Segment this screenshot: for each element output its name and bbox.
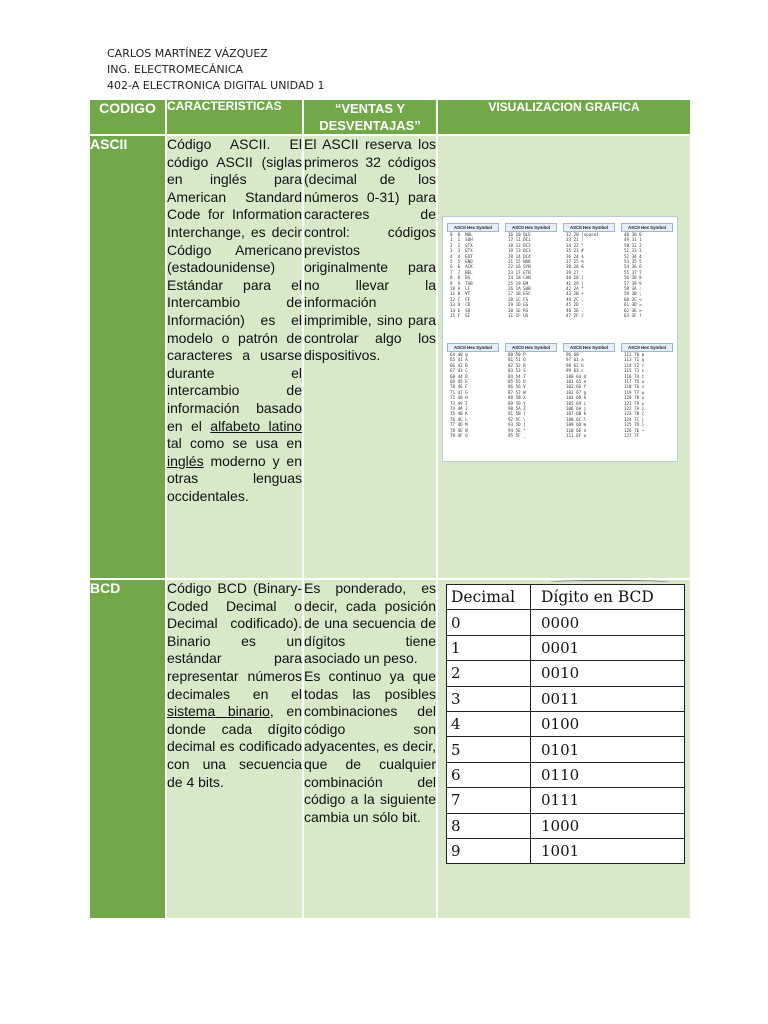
ascii-entry: 101 65 e xyxy=(566,379,587,385)
bcd-header-digito: Dígito en BCD xyxy=(531,585,685,610)
ascii-entry: 126 7E ~ xyxy=(624,427,645,433)
ascii-entry: 109 6D m xyxy=(566,422,587,428)
ascii-block-header: ASCII Hex Symbol xyxy=(447,223,499,232)
bcd-row xyxy=(447,661,685,686)
ascii-entry: 75 4B K xyxy=(450,411,468,417)
ascii-entry: 38 26 & xyxy=(566,264,584,270)
ascii-entry: 52 34 4 xyxy=(624,253,642,259)
ascii-entry: 96 60 ` xyxy=(566,352,584,357)
ascii-entry: 95 5F _ xyxy=(508,433,526,439)
bcd-code-cell: 0101 xyxy=(531,737,685,762)
ascii-entry: 107 6B k xyxy=(566,411,587,417)
ascii-entry: 40 28 ( xyxy=(566,275,584,281)
ascii-entry: 94 5E ^ xyxy=(508,427,526,433)
bcd-row xyxy=(447,610,685,635)
ascii-entry: 65 41 A xyxy=(450,357,468,363)
ascii-entry: 45 2D - xyxy=(566,302,584,308)
bcd-code-cell: 0001 xyxy=(531,635,685,660)
ascii-block-header: ASCII Hex Symbol xyxy=(505,223,557,232)
ascii-entry: 72 48 H xyxy=(450,395,468,401)
bcd-row xyxy=(447,788,685,813)
table-row-bcd xyxy=(89,579,691,919)
bcd-row xyxy=(447,711,685,736)
bcd-decimal-cell: 1 xyxy=(447,635,531,660)
ascii-entry: 61 3D = xyxy=(624,302,642,308)
ascii-entry: 97 61 a xyxy=(566,357,584,363)
link-alfabeto-latino[interactable]: alfabeto latino xyxy=(210,417,302,434)
ascii-entry: 23 17 ETB xyxy=(508,269,531,275)
ascii-entry: 44 2C , xyxy=(566,296,584,302)
ascii-entry: 9 9 TAB xyxy=(450,280,473,286)
ascii-entry: 80 50 P xyxy=(508,352,526,357)
ascii-entry: 39 27 ' xyxy=(566,269,584,275)
ascii-entry: 12 C FF xyxy=(450,296,471,302)
code-bcd: BCD xyxy=(89,579,166,919)
ascii-visual-cell xyxy=(437,135,691,579)
ascii-entry: 20 14 DC4 xyxy=(508,253,531,259)
ascii-entry: 106 6A j xyxy=(566,406,587,412)
ascii-entry: 48 30 0 xyxy=(624,232,642,237)
ascii-entry: 56 38 8 xyxy=(624,275,642,281)
ascii-entry: 24 18 CAN xyxy=(508,275,531,281)
link-ingles[interactable]: inglés xyxy=(167,452,204,469)
ascii-entry: 115 73 s xyxy=(624,368,645,374)
code-ascii: ASCII xyxy=(89,135,166,579)
course-title: 402-A ELECTRONICA DIGITAL UNIDAD 1 xyxy=(107,79,325,92)
ascii-entry: 54 36 6 xyxy=(624,264,642,270)
ascii-entry: 26 1A SUB xyxy=(508,286,531,292)
bcd-decimal-cell: 4 xyxy=(447,711,531,736)
ascii-entry: 21 15 NAK xyxy=(508,259,531,265)
bcd-decimal-cell: 3 xyxy=(447,686,531,711)
ascii-entry: 99 63 c xyxy=(566,368,584,374)
ascii-entry: 125 7D } xyxy=(624,422,645,428)
ascii-entry: 4 4 EOT xyxy=(450,253,473,259)
ascii-entry: 124 7C | xyxy=(624,416,645,422)
ascii-block xyxy=(447,343,499,439)
ascii-entry: 71 47 G xyxy=(450,389,468,395)
ascii-entry: 29 1D GS xyxy=(508,302,529,308)
ascii-entry: 62 3E > xyxy=(624,307,642,313)
bcd-ventajas: Es ponderado, es decir, cada posición de una secuencia de dígitos tiene asociado un peso. Es continuo ya que todas las posibles combinaciones del código son adyacentes, es decir, que de cualquier combinación del código a la siguiente cambia un sólo bit. xyxy=(303,579,437,919)
bcd-code-cell: 1000 xyxy=(531,813,685,838)
ascii-entry: 68 44 D xyxy=(450,373,468,379)
ascii-entry: 51 33 3 xyxy=(624,248,642,254)
ascii-entry: 27 1B ESC xyxy=(508,291,531,297)
ascii-block-header: ASCII Hex Symbol xyxy=(621,343,673,352)
ascii-entry: 113 71 q xyxy=(624,357,645,363)
bcd-row xyxy=(447,686,685,711)
ascii-entry: 79 4F O xyxy=(450,433,468,439)
ascii-ventajas: El ASCII reserva los primeros 32 códigos (decimal de los números 0-31) para caracteres de control: códigos previstos originalmente para no llevar la información imprimible, sino para controlar algo los dispositivos. xyxy=(303,135,437,579)
ascii-block-header: ASCII Hex Symbol xyxy=(563,343,615,352)
ascii-entry: 78 4E N xyxy=(450,427,468,433)
bcd-row xyxy=(447,813,685,838)
ascii-entry: 11 B VT xyxy=(450,291,471,297)
ascii-entry: 76 4C L xyxy=(450,416,468,422)
ascii-block xyxy=(621,223,673,319)
ascii-table-image xyxy=(442,216,678,462)
author-career: ING. ELECTROMECÁNICA xyxy=(107,63,244,76)
ascii-entry: 102 66 f xyxy=(566,384,587,390)
ascii-entry: 34 22 " xyxy=(566,242,584,248)
ascii-entry: 69 45 E xyxy=(450,379,468,385)
ascii-entry: 7 7 BEL xyxy=(450,269,473,275)
ascii-entry: 103 67 g xyxy=(566,389,587,395)
bcd-code-cell: 0000 xyxy=(531,610,685,635)
bcd-visual-cell xyxy=(437,579,691,919)
ascii-entry: 1 1 SOH xyxy=(450,237,473,243)
header-codigo: CODIGO xyxy=(89,99,166,135)
ascii-entry: 92 5C \ xyxy=(508,416,526,422)
ascii-block-header: ASCII Hex Symbol xyxy=(505,343,557,352)
ascii-entry: 85 55 U xyxy=(508,379,526,385)
ascii-block xyxy=(563,343,615,439)
ascii-entry: 55 37 7 xyxy=(624,269,642,275)
ascii-entry: 42 2A * xyxy=(566,286,584,292)
ascii-entry: 14 E SO xyxy=(450,307,471,313)
ascii-entry: 82 52 R xyxy=(508,362,526,368)
ascii-entry: 88 58 X xyxy=(508,395,526,401)
ascii-entry: 112 70 p xyxy=(624,352,645,357)
bcd-row xyxy=(447,838,685,863)
ascii-entry: 43 2B + xyxy=(566,291,584,297)
ascii-entry: 110 6E n xyxy=(566,427,587,433)
link-sistema-binario[interactable]: sistema binario xyxy=(167,703,270,720)
bcd-code-cell: 0111 xyxy=(531,788,685,813)
ascii-block xyxy=(505,223,557,319)
ascii-entry: 63 3F ? xyxy=(624,313,642,319)
ascii-entry: 37 25 % xyxy=(566,259,584,265)
bcd-decimal-cell: 0 xyxy=(447,610,531,635)
ascii-entry: 77 4D M xyxy=(450,422,468,428)
ascii-entry: 3 3 ETX xyxy=(450,248,473,254)
ascii-entry: 28 1C FS xyxy=(508,296,529,302)
ascii-block xyxy=(563,223,615,319)
bcd-row xyxy=(447,737,685,762)
ascii-entry: 117 75 u xyxy=(624,379,645,385)
ascii-entry: 59 3B ; xyxy=(624,291,642,297)
bcd-code-cell: 0011 xyxy=(531,686,685,711)
ascii-entry: 70 46 F xyxy=(450,384,468,390)
bcd-table-image xyxy=(446,584,685,864)
bcd-decimal-cell: 7 xyxy=(447,788,531,813)
ascii-entry: 90 5A Z xyxy=(508,406,526,412)
ascii-entry: 22 16 SYN xyxy=(508,264,531,270)
ascii-entry: 89 59 Y xyxy=(508,400,526,406)
bcd-row xyxy=(447,762,685,787)
ascii-entry: 16 10 DLE xyxy=(508,232,531,237)
header-caracteristicas: CARACTERISTICAS xyxy=(166,99,303,135)
ascii-entry: 19 13 DC3 xyxy=(508,248,531,254)
ascii-entry: 18 12 DC2 xyxy=(508,242,531,248)
ascii-entry: 98 62 b xyxy=(566,362,584,368)
bcd-code-cell: 0110 xyxy=(531,762,685,787)
ascii-entry: 104 68 h xyxy=(566,395,587,401)
ascii-entry: 30 1E RS xyxy=(508,307,529,313)
ascii-block xyxy=(447,223,499,319)
ascii-entry: 83 53 S xyxy=(508,368,526,374)
ascii-entry: 87 57 W xyxy=(508,389,526,395)
ascii-entry: 47 2F / xyxy=(566,313,584,319)
ascii-entry: 13 D CR xyxy=(450,302,471,308)
ascii-entry: 6 6 ACK xyxy=(450,264,473,270)
ascii-entry: 84 54 T xyxy=(508,373,526,379)
ascii-entry: 118 76 v xyxy=(624,384,645,390)
header-ventajas: “VENTAS Y DESVENTAJAS” xyxy=(303,99,437,135)
codes-table xyxy=(88,98,692,920)
ascii-entry: 15 F SI xyxy=(450,313,471,319)
bcd-decimal-cell: 2 xyxy=(447,661,531,686)
ascii-block-header: ASCII Hex Symbol xyxy=(447,343,499,352)
table-row-ascii xyxy=(89,135,691,579)
ascii-entry: 91 5B [ xyxy=(508,411,526,417)
bcd-header-decimal: Decimal xyxy=(447,585,531,610)
ascii-entry: 66 42 B xyxy=(450,362,468,368)
ascii-entry: 86 56 V xyxy=(508,384,526,390)
ascii-entry: 81 51 Q xyxy=(508,357,526,363)
bcd-code-cell: 0010 xyxy=(531,661,685,686)
ascii-entry: 0 0 NUL xyxy=(450,232,473,237)
ascii-entry: 10 A LF xyxy=(450,286,471,292)
ascii-entry: 58 3A : xyxy=(624,286,642,292)
bcd-code-cell: 0100 xyxy=(531,711,685,736)
ascii-entry: 25 19 EM xyxy=(508,280,529,286)
header-visualizacion: VISUALIZACION GRAFICA xyxy=(437,99,691,135)
bcd-decimal-cell: 8 xyxy=(447,813,531,838)
ascii-entry: 116 74 t xyxy=(624,373,645,379)
ascii-entry: 122 7A z xyxy=(624,406,645,412)
ascii-block xyxy=(621,343,673,439)
ascii-entry: 50 32 2 xyxy=(624,242,642,248)
ascii-entry: 32 20 (space) xyxy=(566,232,599,237)
bcd-header-row xyxy=(447,585,685,610)
ascii-block-header: ASCII Hex Symbol xyxy=(621,223,673,232)
bcd-row xyxy=(447,635,685,660)
ascii-entry: 2 2 STX xyxy=(450,242,473,248)
author-name: CARLOS MARTÍNEZ VÁZQUEZ xyxy=(107,47,268,60)
ascii-entry: 36 24 $ xyxy=(566,253,584,259)
ascii-entry: 46 2E . xyxy=(566,307,584,313)
ascii-block-header: ASCII Hex Symbol xyxy=(563,223,615,232)
ascii-entry: 17 11 DC1 xyxy=(508,237,531,243)
ascii-entry: 93 5D ] xyxy=(508,422,526,428)
ascii-entry: 49 31 1 xyxy=(624,237,642,243)
ascii-entry: 74 4A J xyxy=(450,406,468,412)
bcd-decimal-cell: 5 xyxy=(447,737,531,762)
bcd-decimal-cell: 9 xyxy=(447,838,531,863)
bcd-code-cell: 1001 xyxy=(531,838,685,863)
ascii-entry: 105 69 i xyxy=(566,400,587,406)
ascii-entry: 31 1F US xyxy=(508,313,529,319)
ascii-entry: 111 6F o xyxy=(566,433,587,439)
ascii-entry: 5 5 ENQ xyxy=(450,259,473,265)
document-header xyxy=(107,46,324,94)
bcd-decimal-cell: 6 xyxy=(447,762,531,787)
ascii-entry: 33 21 ! xyxy=(566,237,584,243)
ascii-entry: 73 49 I xyxy=(450,400,468,406)
ascii-entry: 121 79 y xyxy=(624,400,645,406)
ascii-entry: 114 72 r xyxy=(624,362,645,368)
ascii-entry: 60 3C < xyxy=(624,296,642,302)
table-header-row xyxy=(89,99,691,135)
ascii-entry: 119 77 w xyxy=(624,389,645,395)
ascii-entry: 120 78 x xyxy=(624,395,645,401)
ascii-entry: 8 8 BS xyxy=(450,275,471,281)
ascii-entry: 57 39 9 xyxy=(624,280,642,286)
ascii-description: Código ASCII. El código ASCII (siglas en inglés para American Standard Code for Information Interchange, es decir Código Americano (estadounidense) Estándar para el Intercambio de Información) es el modelo o patrón de caracteres a usarse durante el intercambio de información basado en el alfabeto latino tal como se usa en inglés moderno y en otras lenguas occidentales. xyxy=(166,135,303,579)
ascii-entry: 41 29 ) xyxy=(566,280,584,286)
bcd-description: Código BCD (Binary-Coded Decimal o Decimal codificado). Binario es un estándar para representar números decimales en el sistema binario, en donde cada dígito decimal es codificado con una secuencia de 4 bits. xyxy=(166,579,303,919)
ascii-entry: 108 6C l xyxy=(566,416,587,422)
ascii-entry: 35 23 # xyxy=(566,248,584,254)
ascii-entry: 64 40 @ xyxy=(450,352,468,357)
ascii-entry: 67 43 C xyxy=(450,368,468,374)
ascii-entry: 53 35 5 xyxy=(624,259,642,265)
ascii-entry: 127 7F xyxy=(624,433,640,439)
ascii-entry: 100 64 d xyxy=(566,373,587,379)
ascii-block xyxy=(505,343,557,439)
ascii-entry: 123 7B { xyxy=(624,411,645,417)
